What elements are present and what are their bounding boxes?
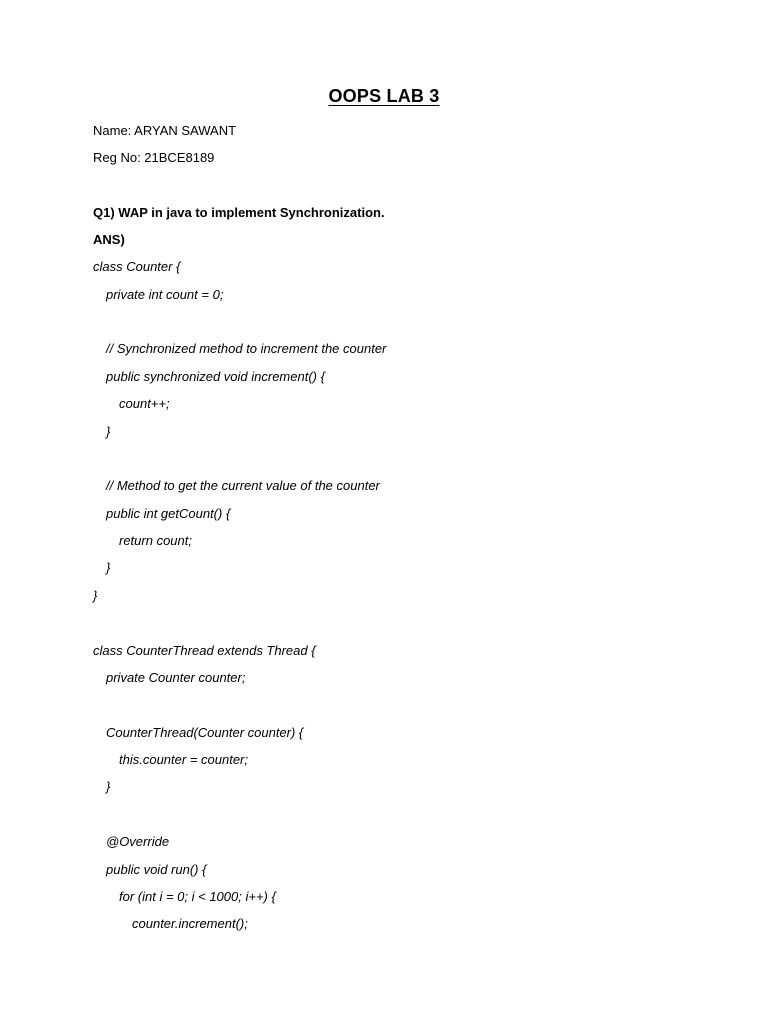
question-heading: Q1) WAP in java to implement Synchronization.: [93, 205, 385, 220]
document-title: OOPS LAB 3: [328, 86, 440, 106]
code-line: return count;: [119, 533, 192, 548]
code-line: public synchronized void increment() {: [106, 369, 325, 384]
code-line: counter.increment();: [132, 916, 248, 931]
code-line: CounterThread(Counter counter) {: [106, 725, 304, 740]
code-line: }: [106, 779, 111, 794]
code-line: class CounterThread extends Thread {: [93, 643, 316, 658]
code-line: this.counter = counter;: [119, 752, 248, 767]
code-line: public int getCount() {: [106, 506, 231, 521]
code-annotation: @Override: [106, 834, 170, 849]
code-line: private int count = 0;: [106, 287, 224, 302]
answer-label: ANS): [93, 232, 125, 247]
code-comment: // Synchronized method to increment the counter: [106, 341, 387, 356]
code-line: for (int i = 0; i < 1000; i++) {: [119, 889, 276, 904]
code-line: }: [106, 560, 111, 575]
code-line: public void run() {: [106, 862, 207, 877]
code-line: }: [93, 588, 98, 603]
code-line: class Counter {: [93, 259, 181, 274]
code-line: }: [106, 424, 111, 439]
code-line: private Counter counter;: [106, 670, 246, 685]
code-line: count++;: [119, 396, 170, 411]
registration-number: Reg No: 21BCE8189: [93, 150, 215, 165]
student-name: Name: ARYAN SAWANT: [93, 123, 237, 138]
code-comment: // Method to get the current value of the counter: [106, 478, 380, 493]
